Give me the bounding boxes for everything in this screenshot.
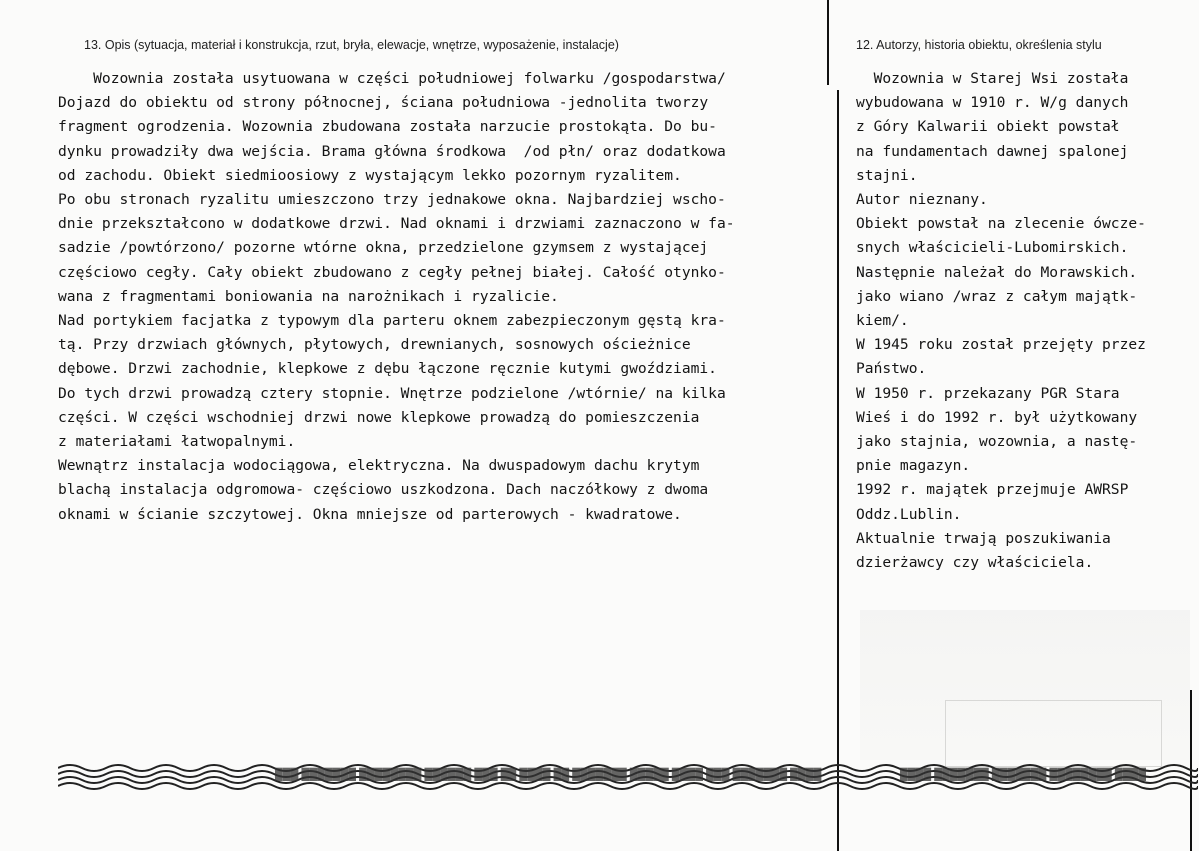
text-line: wybudowana w 1910 r. W/g danych (856, 94, 1129, 112)
left-section-header: 13. Opis (sytuacja, materiał i konstrukcja, rzut, bryła, elewacje, wnętrze, wyposażenie, instalacje) (84, 38, 619, 52)
text-line: Nad portykiem facjatka z typowym dla parteru oknem zabezpieczonym gęstą kra- (58, 312, 726, 330)
text-line: Państwo. (856, 360, 927, 378)
column-divider-top (827, 0, 829, 85)
text-line: Wozownia w Starej Wsi została (856, 70, 1129, 87)
text-line: z Góry Kalwarii obiekt powstał (856, 118, 1120, 136)
right-section-header: 12. Autorzy, historia obiektu, określenia stylu (856, 38, 1102, 52)
text-line: Następnie należał do Morawskich. (856, 263, 1138, 281)
history-text (856, 67, 1146, 575)
text-line: sadzie /powtórzono/ pozorne wtórne okna, przedzielone gzymsem z wystającej (58, 239, 709, 257)
text-line: stajni. (856, 166, 918, 184)
text-line: dnie przekształcono w dodatkowe drzwi. Nad oknami i drzwiami zaznaczono w fa- (58, 215, 735, 233)
text-line: Wieś i do 1992 r. był użytkowany (856, 408, 1138, 426)
text-line: dębowe. Drzwi zachodnie, klepkowe z dębu łączone ręcznie kutymi gwoździami. (58, 360, 717, 378)
text-line: Autor nieznany. (856, 191, 988, 209)
text-line: dynku prowadziły dwa wejścia. Brama główna środkowa /od płn/ oraz dodatkowa (58, 142, 726, 160)
text-line: częściowo cegły. Cały obiekt zbudowano z cegły pełnej białej. Całość otynko- (58, 263, 726, 281)
text-line: W 1950 r. przekazany PGR Stara (856, 384, 1120, 402)
text-line: W 1945 roku został przejęty przez (856, 336, 1146, 354)
faint-background-box (945, 700, 1162, 767)
bleed-through-mirrored-text-left: ████ ███████ ███ ████ █████ ███████ ██ ████ ██ ███ ██████ ████████ ███████ ███ (275, 768, 822, 780)
text-line: Wozownia została usytuowana w części południowej folwarku /gospodarstwa/ (58, 70, 726, 87)
text-line: pnie magazyn. (856, 457, 971, 475)
text-line: Wewnątrz instalacja wodociągowa, elektryczna. Na dwuspadowym dachu krytym (58, 457, 700, 475)
text-line: na fundamentach dawnej spalonej (856, 142, 1129, 160)
text-line: jako wiano /wraz z całym majątk- (856, 287, 1138, 305)
text-line: jako stajnia, wozownia, a nastę- (856, 433, 1138, 451)
text-line: fragment ogrodzenia. Wozownia zbudowana została narzucie prostokąta. Do bu- (58, 118, 717, 136)
text-line: snych właścicieli-Lubomirskich. (856, 239, 1129, 257)
text-line: wana z fragmentami boniowania na narożnikach i ryzalicie. (58, 287, 559, 305)
text-line: Do tych drzwi prowadzą cztery stopnie. Wnętrze podzielone /wtórnie/ na kilka (58, 384, 726, 402)
text-line: od zachodu. Obiekt siedmioosiowy z wystającym lekko pozornym ryzalitem. (58, 166, 682, 184)
text-line: blachą instalacja odgromowa- częściowo uszkodzona. Dach naczółkowy z dwoma (58, 481, 709, 499)
description-text (58, 67, 735, 527)
text-line: kiem/. (856, 312, 909, 330)
column-divider-main (837, 90, 839, 851)
text-line: tą. Przy drzwiach głównych, płytowych, drewnianych, sosnowych ościeżnice (58, 336, 691, 354)
text-line: części. W części wschodniej drzwi nowe klepkowe prowadzą do pomieszczenia (58, 408, 700, 426)
text-line: Obiekt powstał na zlecenie ówcze- (856, 215, 1146, 233)
bleed-through-mirrored-text-right: ████ ████████ ███████ ███████ ████ (900, 768, 1147, 780)
text-line: Dojazd do obiektu od strony północnej, ściana południowa -jednolita tworzy (58, 94, 709, 112)
text-line: Oddz.Lublin. (856, 505, 962, 523)
text-line: 1992 r. majątek przejmuje AWRSP (856, 481, 1129, 499)
text-line: z materiałami łatwopalnymi. (58, 433, 296, 451)
text-line: oknami w ścianie szczytowej. Okna mniejsze od parterowych - kwadratowe. (58, 505, 682, 523)
text-line: dzierżawcy czy właściciela. (856, 554, 1094, 572)
text-line: Aktualnie trwają poszukiwania (856, 529, 1111, 547)
text-line: Po obu stronach ryzalitu umieszczono trzy jednakowe okna. Najbardziej wscho- (58, 191, 726, 209)
